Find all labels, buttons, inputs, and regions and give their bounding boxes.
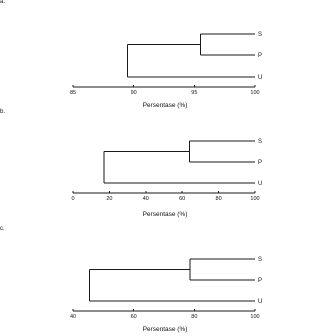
leaf-label-u: U xyxy=(258,75,263,81)
x-tick-label: 100 xyxy=(250,90,260,96)
x-tick-label: 100 xyxy=(250,314,260,320)
leaf-label-u: U xyxy=(258,299,263,305)
x-tick-label: 100 xyxy=(250,196,260,202)
x-tick-label: 80 xyxy=(215,196,222,202)
x-axis-title: Persentase (%) xyxy=(142,102,188,109)
leaf-label-p: P xyxy=(258,278,263,284)
leaf-label-u: U xyxy=(258,181,263,187)
panel-c xyxy=(0,226,262,333)
panel-label: a. xyxy=(0,0,6,5)
x-tick-label: 80 xyxy=(191,314,198,320)
x-tick-label: 20 xyxy=(106,196,113,202)
panel-label: b. xyxy=(0,109,6,115)
x-tick-label: 90 xyxy=(130,90,137,96)
x-tick-label: 40 xyxy=(142,196,149,202)
leaf-label-s: S xyxy=(258,32,263,38)
x-axis-title: Persentase (%) xyxy=(142,211,188,218)
leaf-label-p: P xyxy=(258,53,263,59)
x-tick-label: 40 xyxy=(69,314,77,320)
x-tick-label: 60 xyxy=(179,196,186,202)
panel-b xyxy=(0,109,262,218)
x-tick-label: 95 xyxy=(191,90,198,96)
x-tick-label: 60 xyxy=(130,314,137,320)
panel-a xyxy=(0,0,262,109)
leaf-label-s: S xyxy=(258,257,263,263)
x-tick-label: 85 xyxy=(69,90,77,96)
leaf-label-p: P xyxy=(258,160,263,166)
x-tick-label: 0 xyxy=(71,196,75,202)
panel-label: c. xyxy=(0,226,5,232)
leaf-label-s: S xyxy=(258,139,263,145)
x-axis-title: Persentase (%) xyxy=(142,326,188,333)
